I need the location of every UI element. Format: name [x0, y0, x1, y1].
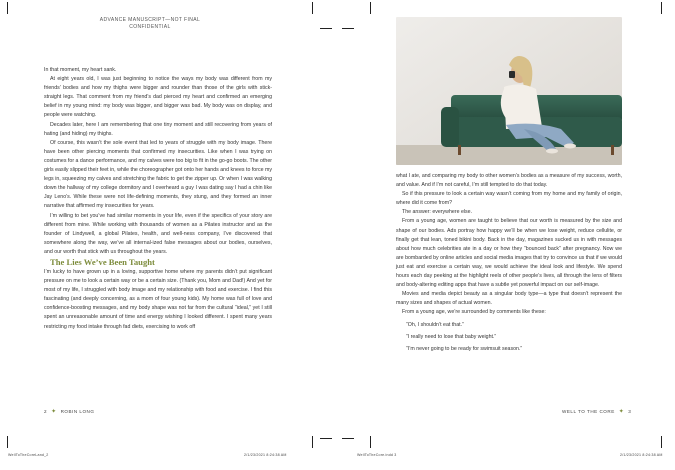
crop-mark — [370, 2, 371, 14]
crop-mark — [661, 2, 662, 14]
crop-mark — [320, 438, 332, 439]
crop-mark — [7, 436, 8, 448]
crop-mark — [370, 436, 371, 448]
crop-mark — [342, 28, 354, 29]
slug-right-file: WellToTheCore.indd 3 — [357, 453, 397, 457]
left-body-text — [44, 66, 272, 332]
crop-mark — [312, 2, 313, 14]
paragraph: The answer: everywhere else. — [402, 209, 473, 216]
crop-mark — [342, 438, 354, 439]
crop-mark — [312, 436, 313, 448]
paragraph: Movies and media depict beauty as a singular body type—a type that doesn’t represent the many sizes and shapes of actual women. — [396, 291, 622, 307]
page-number-left: 2 — [44, 409, 48, 414]
page-number-right: 3 — [628, 409, 632, 414]
paragraph: I’m willing to bet you’ve had similar moments in your life, even if the specifics of your story are different from mine. While working with thousands of women as a Pilates instructor and as the founder of Lindywell, a global Pilates, health, and well-ness company, I’ve discovered that somewhere along the way, we’ve all internal-ized false messages about our bodies, ourselves, and our worth that stick with us throughout the years. — [44, 212, 272, 255]
quote-line: “I really need to lose that baby weight.” — [406, 333, 497, 340]
paragraph: From a young age, we’re surrounded by comments like these: — [402, 309, 546, 316]
folio-left — [44, 408, 94, 415]
crop-mark — [661, 436, 662, 448]
slug-right-date: 2/1/23/2021 8:24:38 AM — [620, 453, 663, 457]
paragraph: At eight years old, I was just beginning to notice the ways my body was different from my friends’ bodies and how my thighs were bigger and rounder than those of the girls with stick-straight legs. That comment from my friend’s dad pierced my heart and confirmed an emerging belief in my young mind: my body was bigger, and bigger was bad. My body was on display, and people were watching. — [44, 76, 272, 119]
paragraph: From a young age, women are taught to believe that our worth is measured by the size and shape of our bodies. Ads portray how happy we’ll be when we lose weight, reduce cellulite, or finally get that lean, toned bikini body. Back in the day, magazines sucked us in with messages about how much celebrities ate in a day or how they “bounced back” after pregnancy. Now we are bombarded by online articles and social media images that try to convince us that if we would just eat and exercise a certain way, we would achieve the ideal look and lifestyle. We spend hours each day peeking at the highlight reels of other people’s lives, all through the lens of filters and body-altering editing apps that have a subtle yet powerful impact on our self-image. — [396, 218, 622, 289]
author-photo — [396, 17, 622, 165]
quote-line: “I’m never going to be ready for swimsuit season.” — [406, 345, 523, 352]
paragraph: So if this pressure to look a certain way wasn’t coming from my home and my family of origin, where did it come from? — [396, 191, 622, 207]
folio-right — [562, 408, 631, 415]
running-head-line2: CONFIDENTIAL — [129, 24, 171, 30]
paragraph: In that moment, my heart sank. — [44, 67, 117, 73]
left-page — [0, 0, 337, 445]
crop-mark — [7, 2, 8, 14]
paragraph: I’m lucky to have grown up in a loving, supportive home where my parents didn’t put significant pressure on me to look a certain way or be a certain size. (Thank you, Mom and Dad!) And yet for most of my life, I struggled with body image and my relationship with food and exercise. I find this fascinating (and deeply concerning, as a mom of four young kids). My home was full of love and confidence-boosting messages, and my body shape was not far from the cultural “ideal,” yet I still spent an unreasonable amount of time and energy wishing I looked different. I spent many years restricting my food intake through fad diets, exercising to work off — [44, 268, 272, 330]
author-name: ROBIN LONG — [60, 409, 95, 414]
leaf-icon: ✦ — [618, 409, 625, 415]
running-head-line1: ADVANCE MANUSCRIPT—NOT FINAL — [99, 17, 201, 23]
quote-line: “Oh, I shouldn’t eat that.” — [406, 321, 464, 328]
section-heading: The Lies We’ve Been Taught — [50, 256, 155, 267]
crop-mark — [320, 28, 332, 29]
running-head-left — [0, 17, 300, 31]
leaf-icon: ✦ — [51, 409, 57, 415]
paragraph: what I ate, and comparing my body to other women’s bodies as a measure of my success, worth, and value. And if I’m not careful, I’m still tempted to do that today. — [396, 173, 622, 189]
slug-left-file: WellToTheCoreLand_2 — [8, 453, 49, 457]
paragraph: Of course, this wasn’t the sole event that led to years of struggle with my body image. There have been other piercing moments that confirmed my insecurities. Like when I was trying on costumes for a dance performance, and my calves were too big to fit in the go-go boots. The other girls easily slipped their feet in, while the choreographer got onto her hands and knees to force my legs in, squeezing my calves and stretching the fabric to get the zipper up. Or when I was walking down the hallway of my college dormitory and I overheard a guy I was dating say I had a chin like Jay Leno’s. While these were not life-defining moments, they stung, and they formed an inner narrative that affirmed my insecurities for years. — [44, 139, 272, 210]
right-body-text — [396, 172, 622, 357]
slug-left-date: 2/1/23/2021 8:24:38 AM — [244, 453, 287, 457]
book-title-folio: WELL TO THE CORE — [562, 409, 615, 414]
paragraph: Decades later, here I am remembering that one tiny moment and still recovering from years of hating (and hiding) my thighs. — [44, 121, 272, 137]
